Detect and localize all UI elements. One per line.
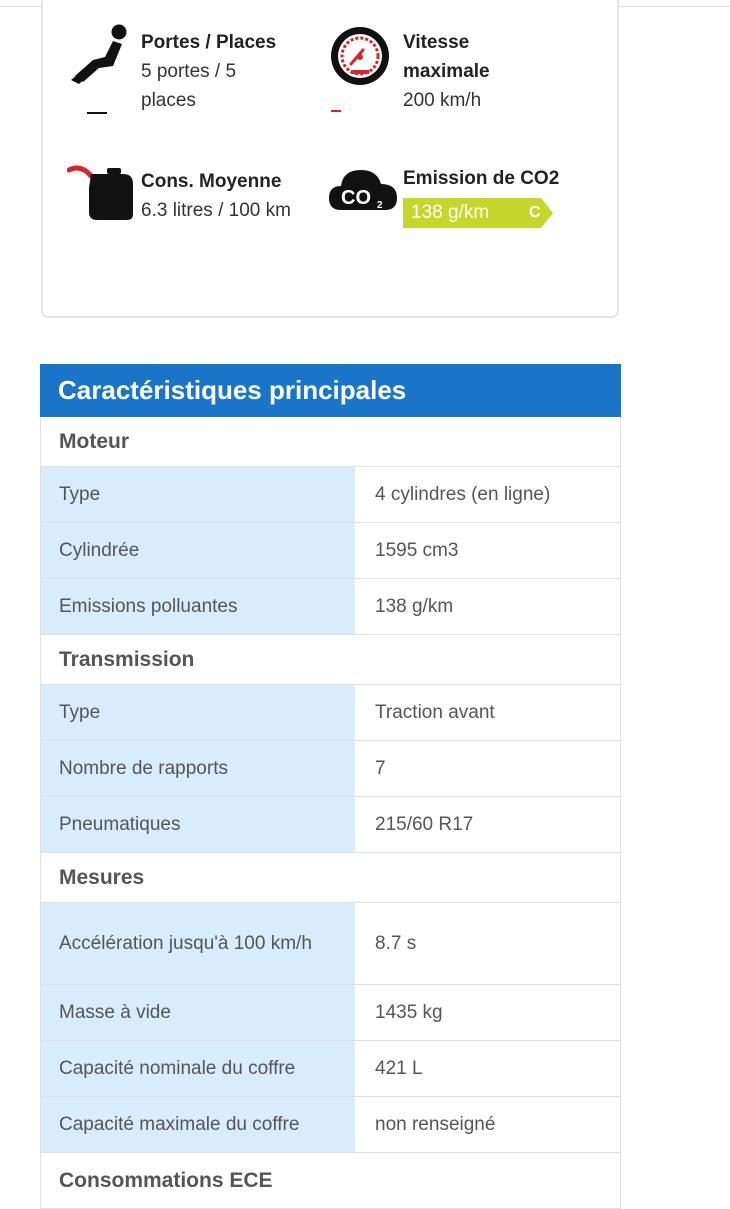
consumption-value: 6.3 litres / 100 km [141,200,291,221]
seat-icon [69,24,133,116]
speed-label-cont: maximale [403,61,490,82]
row-label: Emissions polluantes [41,579,357,634]
row-label: Type [41,685,357,740]
row-value: 4 cylindres (en ligne) [357,467,620,522]
table-title: Caractéristiques principales [40,364,621,417]
section-header: Consommations ECE [40,1153,621,1209]
row-label: Nombre de rapports [41,741,357,796]
svg-text:2: 2 [377,200,383,211]
fuel-can-icon [67,164,137,222]
row-value: Traction avant [357,685,620,740]
table-row [40,741,621,797]
summary-card [41,0,619,318]
row-value: 1435 kg [357,985,620,1040]
speedometer-icon [329,26,393,118]
section-header: Transmission [40,635,621,685]
co2-label: Emission de CO2 [403,168,560,189]
row-label: Cylindrée [41,523,357,578]
co2-cloud-icon [327,162,399,214]
characteristics-table [40,364,621,1209]
row-label: Capacité maximale du coffre [41,1097,357,1152]
doors-label: Portes / Places [141,32,277,53]
row-value: 421 L [357,1041,620,1096]
row-value: 215/60 R17 [357,797,620,852]
row-value: 1595 cm3 [357,523,620,578]
co2-value: 138 g/km [411,202,490,223]
doors-value-cont: places [141,90,196,111]
row-value: non renseigné [357,1097,620,1152]
section-header: Moteur [40,417,621,467]
table-row [40,523,621,579]
row-value: 138 g/km [357,579,620,634]
doors-value: 5 portes / 5 [141,61,237,82]
row-value: 7 [357,741,620,796]
speed-value: 200 km/h [403,90,482,111]
row-label: Masse à vide [41,985,357,1040]
table-row [40,797,621,853]
row-label: Pneumatiques [41,797,357,852]
table-row [40,985,621,1041]
row-label: Type [41,467,357,522]
table-row [40,903,621,985]
row-label: Accélération jusqu'à 100 km/h [41,903,357,984]
speed-label: Vitesse [403,32,470,53]
table-row [40,685,621,741]
table-row [40,1097,621,1153]
section-header: Mesures [40,853,621,903]
row-label: Capacité nominale du coffre [41,1041,357,1096]
co2-class-letter: C [529,204,541,221]
table-row [40,1041,621,1097]
row-value: 8.7 s [357,903,620,984]
co2-rating-badge [403,198,553,228]
table-row [40,467,621,523]
co2-icon-text: CO [341,187,371,209]
consumption-label: Cons. Moyenne [141,171,282,192]
table-row [40,579,621,635]
